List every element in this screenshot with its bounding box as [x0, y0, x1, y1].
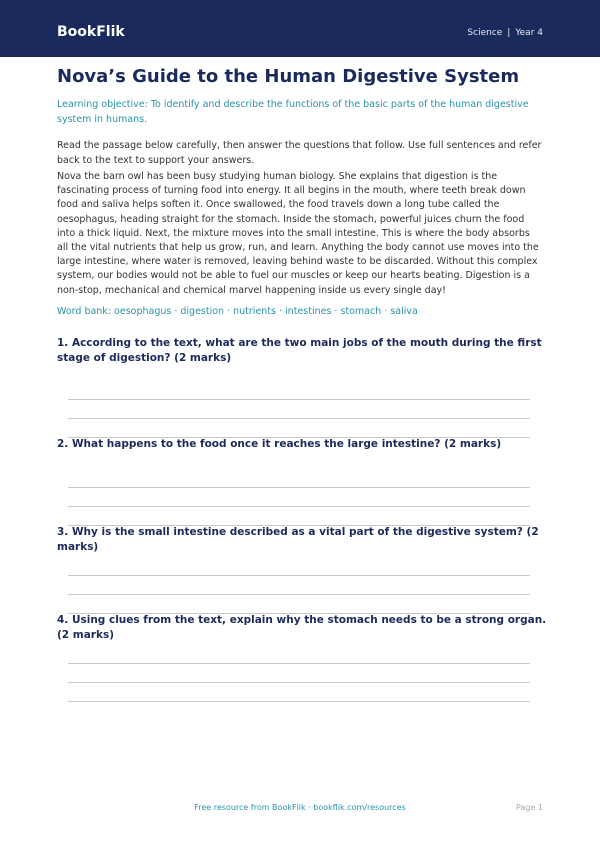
answer-line-q2-1[interactable] [68, 487, 530, 488]
subject-label: Science [467, 28, 503, 38]
answer-line-q4-1[interactable] [68, 663, 530, 664]
answer-line-q2-2[interactable] [68, 506, 530, 507]
instructions: Read the passage below carefully, then answer the questions that follow. Use full sentences and refer back to the text to support your answers. [57, 140, 542, 166]
footer-resource-link[interactable]: Free resource from BookFlik · bookflik.com/resources [194, 803, 406, 812]
word-bank: Word bank: oesophagus · digestion · nutrients · intestines · stomach · saliva [57, 306, 418, 317]
reading-passage: Nova the barn owl has been busy studying human biology. She explains that digestion is the fascinating process of turning food into energy. It all begins in the mouth, where teeth break down food and saliva helps soften it. Once swallowed, the food travels down a long tube called the oesophagus, heading straight for the stomach. Inside the stomach, powerful juices churn the food into a thick liquid. Next, the mixture moves into the small intestine. This is where the body absorbs all the vital nutrients that help us grow, run, and learn. Anything the body cannot use moves into the large intestine, where water is removed, leaving behind waste to be discarded. Without this complex system, our bodies would not be able to fuel our muscles or keep our hearts beating. Digestion is a non-stop, mechanical and chemical marvel happening inside us every single day! [57, 171, 539, 296]
answer-line-q3-2[interactable] [68, 594, 530, 595]
header-meta [467, 26, 543, 40]
year-label: Year 4 [515, 28, 543, 38]
answer-line-q4-3[interactable] [68, 701, 530, 702]
page-title: Nova’s Guide to the Human Digestive System [57, 66, 520, 87]
question-3: 3. Why is the small intestine described as a vital part of the digestive system? (2 marks) [57, 526, 539, 553]
brand-logo[interactable]: BookFlik [57, 24, 125, 40]
page-header [0, 0, 600, 57]
answer-line-q4-2[interactable] [68, 682, 530, 683]
question-2: 2. What happens to the food once it reaches the large intestine? (2 marks) [57, 438, 502, 450]
page-number: Page 1 [516, 803, 543, 812]
answer-line-q1-2[interactable] [68, 418, 530, 419]
learning-objective: Learning objective: To identify and describe the functions of the basic parts of the human digestive system in humans. [57, 99, 529, 125]
question-1: 1. According to the text, what are the two main jobs of the mouth during the first stage of digestion? (2 marks) [57, 337, 542, 364]
answer-line-q1-1[interactable] [68, 399, 530, 400]
answer-line-q3-1[interactable] [68, 575, 530, 576]
question-4: 4. Using clues from the text, explain why the stomach needs to be a strong organ. (2 marks) [57, 614, 547, 641]
meta-separator: | [507, 28, 511, 38]
